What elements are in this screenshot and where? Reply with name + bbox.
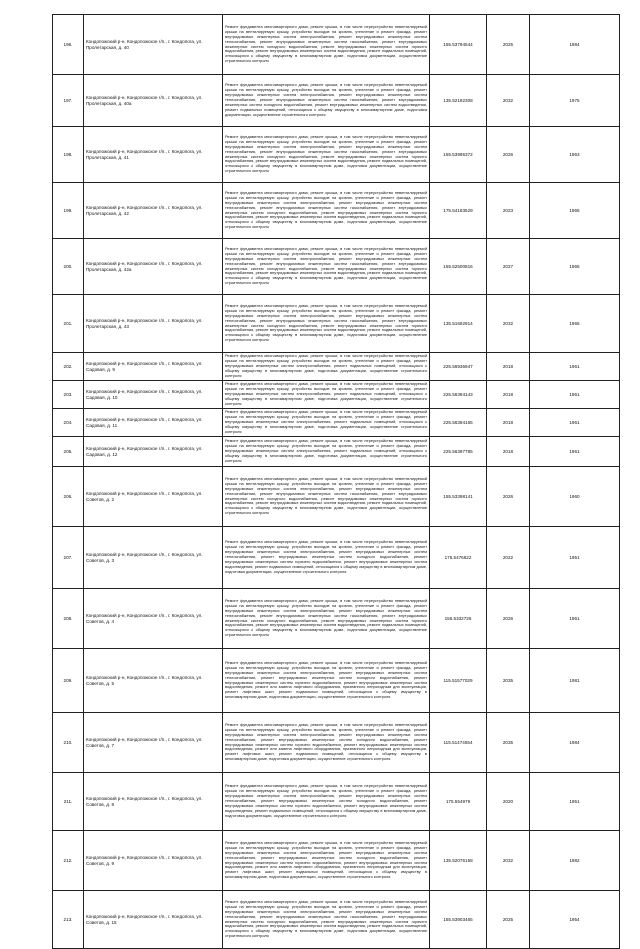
row-number: 201. — [53, 295, 84, 353]
row-planned-year: 2018 — [487, 353, 530, 381]
row-cost: 115.51474554 — [430, 713, 487, 773]
row-works-list: Ремонт фундамента многоквартирного дома, ремонт крыши, в том числе переустройство невентилируемой крыши на вентилируемую крышу, устройство выходов на кровлю, утепление и ремонт фасада, ремонт внутридомовых инженерных систем электроснабжения, ремонт внутридомовых инженерных систем теплоснабжения, ремонт внутридомовых инженерных систем газоснабжения, ремонт внутридомовых инженерных систем холодного водоснабжения, ремонт внутридомовых инженерных систем водоотведения, ремонт подвальных помещений, относящихся к общему имуществу в многоквартирном доме, подготовка документации, осуществление строительного контроля — [223, 75, 430, 127]
row-number: 212. — [53, 831, 84, 891]
row-planned-year: 2020 — [487, 773, 530, 831]
row-planned-year: 2032 — [487, 831, 530, 891]
row-address: Кондопожский р-н, Кондопожское г/п., г. Кондопога, ул. Пролетарская, д. 41 — [84, 127, 223, 183]
row-planned-year: 2018 — [487, 381, 530, 409]
row-cost: 155.53995372 — [430, 127, 487, 183]
row-cost: 225.56936947 — [430, 353, 487, 381]
row-number: 200. — [53, 239, 84, 295]
row-build-year: 1965 — [530, 183, 620, 239]
row-cost: 155.5332726 — [430, 589, 487, 649]
row-works-list: Ремонт фундамента многоквартирного дома, ремонт крыши, в том числе переустройство невентилируемой крыши на вентилируемую крышу, устройство выходов на кровлю, утепление и ремонт фасада, ремонт внутридомовых инженерных систем электроснабжения, ремонт подвальных помещений, относящихся к общему имуществу в многоквартирном доме, подготовка документации, осуществление строительного контроля — [223, 381, 430, 409]
row-planned-year: 2027 — [487, 239, 530, 295]
row-build-year: 1951 — [530, 527, 620, 589]
table-row — [53, 183, 620, 239]
row-address: Кондопожский р-н, Кондопожское г/п., г. Кондопога, ул. Советов, д. 2 — [84, 467, 223, 527]
row-cost: 155.53903465 — [430, 891, 487, 949]
row-number: 207. — [53, 527, 84, 589]
row-build-year: 1960 — [530, 467, 620, 527]
row-works-list: Ремонт фундамента многоквартирного дома, ремонт крыши, в том числе переустройство невентилируемой крыши на вентилируемую крышу, устройство выходов на кровлю, утепление и ремонт фасада, ремонт внутридомовых инженерных систем электроснабжения, ремонт подвальных помещений, относящихся к общему имуществу в многоквартирном доме, подготовка документации, осуществление строительного контроля — [223, 353, 430, 381]
table-row — [53, 127, 620, 183]
table-row — [53, 713, 620, 773]
row-address: Кондопожский р-н, Кондопожское г/п., г. Кондопога, ул. Советов, д. 5 — [84, 649, 223, 713]
row-works-list: Ремонт фундамента многоквартирного дома, ремонт крыши, в том числе переустройство невентилируемой крыши на вентилируемую крышу, устройство выходов на кровлю, утепление и ремонт фасада, ремонт внутридомовых инженерных систем электроснабжения, ремонт внутридомовых инженерных систем теплоснабжения, ремонт внутридомовых инженерных систем газоснабжения, ремонт внутридомовых инженерных систем холодного водоснабжения, ремонт внутридомовых инженерных систем горячего водоснабжения, ремонт внутридомовых инженерных систем водоотведения, ремонт подвальных помещений, относящихся к общему имуществу в многоквартирном доме, подготовка документации, осуществление строительного контроля — [223, 15, 430, 75]
row-cost: 115.51577029 — [430, 649, 487, 713]
row-works-list: Ремонт фундамента многоквартирного дома, ремонт крыши, в том числе переустройство невентилируемой крыши на вентилируемую крышу, устройство выходов на кровлю, утепление и ремонт фасада, ремонт внутридомовых инженерных систем электроснабжения, ремонт внутридомовых инженерных систем теплоснабжения, ремонт внутридомовых инженерных систем холодного водоснабжения, ремонт внутридомовых инженерных систем горячего водоснабжения, ремонт внутридомовых инженерных систем водоотведения, ремонт или замена лифтового оборудования, признанного непригодным для эксплуатации, ремонт лифтовых шахт, ремонт подвальных помещений, относящихся к общему имуществу в многоквартирном доме, подготовка документации, осуществление строительного контроля — [223, 649, 430, 713]
row-build-year: 1961 — [530, 437, 620, 467]
row-works-list: Ремонт фундамента многоквартирного дома, ремонт крыши, в том числе переустройство невентилируемой крыши на вентилируемую крышу, устройство выходов на кровлю, утепление и ремонт фасада, ремонт внутридомовых инженерных систем электроснабжения, ремонт внутридомовых инженерных систем теплоснабжения, ремонт внутридомовых инженерных систем газоснабжения, ремонт внутридомовых инженерных систем холодного водоснабжения, ремонт внутридомовых инженерных систем горячего водоснабжения, ремонт внутридомовых инженерных систем водоотведения, ремонт подвальных помещений, относящихся к общему имуществу в многоквартирном доме, подготовка документации, осуществление строительного контроля — [223, 127, 430, 183]
capital-repair-register-table — [52, 14, 620, 949]
row-works-list: Ремонт фундамента многоквартирного дома, ремонт крыши, в том числе переустройство невентилируемой крыши на вентилируемую крышу, устройство выходов на кровлю, утепление и ремонт фасада, ремонт внутридомовых инженерных систем электроснабжения, ремонт внутридомовых инженерных систем теплоснабжения, ремонт внутридомовых инженерных систем холодного водоснабжения, ремонт внутридомовых инженерных систем горячего водоснабжения, ремонт внутридомовых инженерных систем водоотведения, ремонт подвальных помещений, относящихся к общему имуществу в многоквартирном доме, подготовка документации, осуществление строительного контроля — [223, 773, 430, 831]
row-address: Кондопожский р-н, Кондопожское г/п., г. Кондопога, ул. Пролетарская, д. 40а — [84, 75, 223, 127]
table-row — [53, 295, 620, 353]
row-number: 209. — [53, 649, 84, 713]
table-row — [53, 831, 620, 891]
row-works-list: Ремонт фундамента многоквартирного дома, ремонт крыши, в том числе переустройство невентилируемой крыши на вентилируемую крышу, устройство выходов на кровлю, утепление и ремонт фасада, ремонт внутридомовых инженерных систем электроснабжения, ремонт внутридомовых инженерных систем теплоснабжения, ремонт внутридомовых инженерных систем газоснабжения, ремонт внутридомовых инженерных систем холодного водоснабжения, ремонт внутридомовых инженерных систем горячего водоснабжения, ремонт внутридомовых инженерных систем водоотведения, ремонт подвальных помещений, относящихся к общему имуществу в многоквартирном доме, подготовка документации, осуществление строительного контроля — [223, 295, 430, 353]
row-number: 203. — [53, 381, 84, 409]
row-works-list: Ремонт фундамента многоквартирного дома, ремонт крыши, в том числе переустройство невентилируемой крыши на вентилируемую крышу, устройство выходов на кровлю, утепление и ремонт фасада, ремонт внутридомовых инженерных систем электроснабжения, ремонт внутридомовых инженерных систем теплоснабжения, ремонт внутридомовых инженерных систем газоснабжения, ремонт внутридомовых инженерных систем холодного водоснабжения, ремонт внутридомовых инженерных систем горячего водоснабжения, ремонт внутридомовых инженерных систем водоотведения, ремонт подвальных помещений, относящихся к общему имуществу в многоквартирном доме, подготовка документации, осуществление строительного контроля — [223, 239, 430, 295]
row-address: Кондопожский р-н, Кондопожское г/п., г. Кондопога, ул. Пролетарская, д. 42а — [84, 239, 223, 295]
row-number: 204. — [53, 409, 84, 437]
row-build-year: 1951 — [530, 773, 620, 831]
row-number: 205. — [53, 437, 84, 467]
row-cost: 175.5476622 — [430, 527, 487, 589]
table-row — [53, 381, 620, 409]
row-build-year: 1984 — [530, 15, 620, 75]
row-works-list: Ремонт фундамента многоквартирного дома, ремонт крыши, в том числе переустройство невентилируемой крыши на вентилируемую крышу, устройство выходов на кровлю, утепление и ремонт фасада, ремонт внутридомовых инженерных систем электроснабжения, ремонт внутридомовых инженерных систем теплоснабжения, ремонт внутридомовых инженерных систем газоснабжения, ремонт внутридомовых инженерных систем холодного водоснабжения, ремонт внутридомовых инженерных систем горячего водоснабжения, ремонт внутридомовых инженерных систем водоотведения, ремонт подвальных помещений, относящихся к общему имуществу в многоквартирном доме, подготовка документации, осуществление строительного контроля — [223, 467, 430, 527]
row-build-year: 1965 — [530, 239, 620, 295]
row-works-list: Ремонт фундамента многоквартирного дома, ремонт крыши, в том числе переустройство невентилируемой крыши на вентилируемую крышу, устройство выходов на кровлю, утепление и ремонт фасада, ремонт внутридомовых инженерных систем электроснабжения, ремонт подвальных помещений, относящихся к общему имуществу в многоквартирном доме, подготовка документации, осуществление строительного контроля — [223, 437, 430, 467]
row-build-year: 1954 — [530, 891, 620, 949]
row-number: 198. — [53, 127, 84, 183]
table-row — [53, 527, 620, 589]
row-planned-year: 2035 — [487, 649, 530, 713]
row-build-year: 1961 — [530, 381, 620, 409]
row-build-year: 1961 — [530, 353, 620, 381]
table-row — [53, 891, 620, 949]
row-number: 196. — [53, 15, 84, 75]
row-address: Кондопожский р-н, Кондопожское г/п., г. Кондопога, ул. Советов, д. 15 — [84, 891, 223, 949]
row-address: Кондопожский р-н, Кондопожское г/п., г. Кондопога, ул. Садовая, д. 10 — [84, 381, 223, 409]
table-row — [53, 589, 620, 649]
row-planned-year: 2026 — [487, 127, 530, 183]
row-number: 202. — [53, 353, 84, 381]
register-table-body — [53, 15, 620, 949]
row-planned-year: 2022 — [487, 527, 530, 589]
table-row — [53, 353, 620, 381]
row-cost: 155.53398141 — [430, 467, 487, 527]
row-planned-year: 2035 — [487, 713, 530, 773]
row-address: Кондопожский р-н, Кондопожское г/п., г. Кондопога, ул. Пролетарская, д. 40 — [84, 15, 223, 75]
row-cost: 135.52076158 — [430, 831, 487, 891]
row-number: 211. — [53, 773, 84, 831]
row-cost: 175.54183529 — [430, 183, 487, 239]
row-address: Кондопожский р-н, Кондопожское г/п., г. Кондопога, ул. Садовая, д. 11 — [84, 409, 223, 437]
row-planned-year: 2023 — [487, 183, 530, 239]
table-row — [53, 649, 620, 713]
row-address: Кондопожский р-н, Кондопожское г/п., г. Кондопога, ул. Пролетарская, д. 43 — [84, 295, 223, 353]
row-address: Кондопожский р-н, Кондопожское г/п., г. Кондопога, ул. Садовая, д. 12 — [84, 437, 223, 467]
row-planned-year: 2032 — [487, 295, 530, 353]
row-build-year: 1963 — [530, 127, 620, 183]
table-row — [53, 409, 620, 437]
row-planned-year: 2026 — [487, 467, 530, 527]
row-build-year: 1982 — [530, 831, 620, 891]
table-row — [53, 773, 620, 831]
row-build-year: 1965 — [530, 295, 620, 353]
table-row — [53, 467, 620, 527]
row-address: Кондопожский р-н, Кондопожское г/п., г. Кондопога, ул. Советов, д. 9 — [84, 831, 223, 891]
table-row — [53, 239, 620, 295]
row-cost: 155.52500816 — [430, 239, 487, 295]
row-number: 199. — [53, 183, 84, 239]
row-number: 210. — [53, 713, 84, 773]
row-works-list: Ремонт фундамента многоквартирного дома, ремонт крыши, в том числе переустройство невентилируемой крыши на вентилируемую крышу, устройство выходов на кровлю, утепление и ремонт фасада, ремонт внутридомовых инженерных систем электроснабжения, ремонт внутридомовых инженерных систем теплоснабжения, ремонт внутридомовых инженерных систем газоснабжения, ремонт внутридомовых инженерных систем холодного водоснабжения, ремонт внутридомовых инженерных систем горячего водоснабжения, ремонт внутридомовых инженерных систем водоотведения, ремонт подвальных помещений, относящихся к общему имуществу в многоквартирном доме, подготовка документации, осуществление строительного контроля — [223, 183, 430, 239]
row-address: Кондопожский р-н, Кондопожское г/п., г. Кондопога, ул. Пролетарская, д. 42 — [84, 183, 223, 239]
row-cost: 175.554979 — [430, 773, 487, 831]
row-build-year: 1975 — [530, 75, 620, 127]
row-cost: 225.56394165 — [430, 409, 487, 437]
row-number: 213. — [53, 891, 84, 949]
row-address: Кондопожский р-н, Кондопожское г/п., г. Кондопога, ул. Советов, д. 3 — [84, 527, 223, 589]
row-address: Кондопожский р-н, Кондопожское г/п., г. Кондопога, ул. Советов, д. 7 — [84, 713, 223, 773]
row-works-list: Ремонт фундамента многоквартирного дома, ремонт крыши, в том числе переустройство невентилируемой крыши на вентилируемую крышу, устройство выходов на кровлю, утепление и ремонт фасада, ремонт внутридомовых инженерных систем электроснабжения, ремонт подвальных помещений, относящихся к общему имуществу в многоквартирном доме, подготовка документации, осуществление строительного контроля — [223, 409, 430, 437]
row-planned-year: 2025 — [487, 891, 530, 949]
row-address: Кондопожский р-н, Кондопожское г/п., г. Кондопога, ул. Советов, д. 8 — [84, 773, 223, 831]
row-address: Кондопожский р-н, Кондопожское г/п., г. Кондопога, ул. Советов, д. 4 — [84, 589, 223, 649]
row-cost: 135.52182308 — [430, 75, 487, 127]
row-number: 206. — [53, 467, 84, 527]
table-row — [53, 15, 620, 75]
row-build-year: 1961 — [530, 409, 620, 437]
row-cost: 135.51692914 — [430, 295, 487, 353]
row-address: Кондопожский р-н, Кондопожское г/п., г. Кондопога, ул. Садовая, д. 9 — [84, 353, 223, 381]
row-planned-year: 2018 — [487, 409, 530, 437]
table-row — [53, 75, 620, 127]
row-cost: 225.56394143 — [430, 381, 487, 409]
row-works-list: Ремонт фундамента многоквартирного дома, ремонт крыши, в том числе переустройство невентилируемой крыши на вентилируемую крышу, устройство выходов на кровлю, утепление и ремонт фасада, ремонт внутридомовых инженерных систем электроснабжения, ремонт внутридомовых инженерных систем теплоснабжения, ремонт внутридомовых инженерных систем холодного водоснабжения, ремонт внутридомовых инженерных систем горячего водоснабжения, ремонт внутридомовых инженерных систем водоотведения, ремонт или замена лифтового оборудования, признанного непригодным для эксплуатации, ремонт лифтовых шахт, ремонт подвальных помещений, относящихся к общему имуществу в многоквартирном доме, подготовка документации, осуществление строительного контроля — [223, 831, 430, 891]
row-works-list: Ремонт фундамента многоквартирного дома, ремонт крыши, в том числе переустройство невентилируемой крыши на вентилируемую крышу, устройство выходов на кровлю, утепление и ремонт фасада, ремонт внутридомовых инженерных систем электроснабжения, ремонт внутридомовых инженерных систем теплоснабжения, ремонт внутридомовых инженерных систем газоснабжения, ремонт внутридомовых инженерных систем холодного водоснабжения, ремонт внутридомовых инженерных систем горячего водоснабжения, ремонт внутридомовых инженерных систем водоотведения, ремонт подвальных помещений, относящихся к общему имуществу в многоквартирном доме, подготовка документации, осуществление строительного контроля — [223, 891, 430, 949]
row-build-year: 1981 — [530, 649, 620, 713]
row-works-list: Ремонт фундамента многоквартирного дома, ремонт крыши, в том числе переустройство невентилируемой крыши на вентилируемую крышу, устройство выходов на кровлю, утепление и ремонт фасада, ремонт внутридомовых инженерных систем электроснабжения, ремонт внутридомовых инженерных систем теплоснабжения, ремонт внутридомовых инженерных систем газоснабжения, ремонт внутридомовых инженерных систем холодного водоснабжения, ремонт внутридомовых инженерных систем горячего водоснабжения, ремонт внутридомовых инженерных систем водоотведения, ремонт подвальных помещений, относящихся к общему имуществу в многоквартирном доме, подготовка документации, осуществление строительного контроля — [223, 589, 430, 649]
row-planned-year: 2018 — [487, 437, 530, 467]
row-planned-year: 2026 — [487, 589, 530, 649]
row-works-list: Ремонт фундамента многоквартирного дома, ремонт крыши, в том числе переустройство невентилируемой крыши на вентилируемую крышу, устройство выходов на кровлю, утепление и ремонт фасада, ремонт внутридомовых инженерных систем электроснабжения, ремонт внутридомовых инженерных систем теплоснабжения, ремонт внутридомовых инженерных систем холодного водоснабжения, ремонт внутридомовых инженерных систем горячего водоснабжения, ремонт внутридомовых инженерных систем водоотведения, ремонт подвальных помещений, относящихся к общему имуществу в многоквартирном доме, подготовка документации, осуществление строительного контроля — [223, 527, 430, 589]
row-build-year: 1961 — [530, 589, 620, 649]
row-works-list: Ремонт фундамента многоквартирного дома, ремонт крыши, в том числе переустройство невентилируемой крыши на вентилируемую крышу, устройство выходов на кровлю, утепление и ремонт фасада, ремонт внутридомовых инженерных систем электроснабжения, ремонт внутридомовых инженерных систем теплоснабжения, ремонт внутридомовых инженерных систем холодного водоснабжения, ремонт внутридомовых инженерных систем горячего водоснабжения, ремонт внутридомовых инженерных систем водоотведения, ремонт или замена лифтового оборудования, признанного непригодным для эксплуатации, ремонт лифтовых шахт, ремонт подвальных помещений, относящихся к общему имуществу в многоквартирном доме, подготовка документации, осуществление строительного контроля — [223, 713, 430, 773]
row-number: 208. — [53, 589, 84, 649]
row-build-year: 1984 — [530, 713, 620, 773]
row-planned-year: 2025 — [487, 15, 530, 75]
row-number: 197. — [53, 75, 84, 127]
row-planned-year: 2032 — [487, 75, 530, 127]
row-cost: 225.56397785 — [430, 437, 487, 467]
table-row — [53, 437, 620, 467]
row-cost: 155.53794544 — [430, 15, 487, 75]
